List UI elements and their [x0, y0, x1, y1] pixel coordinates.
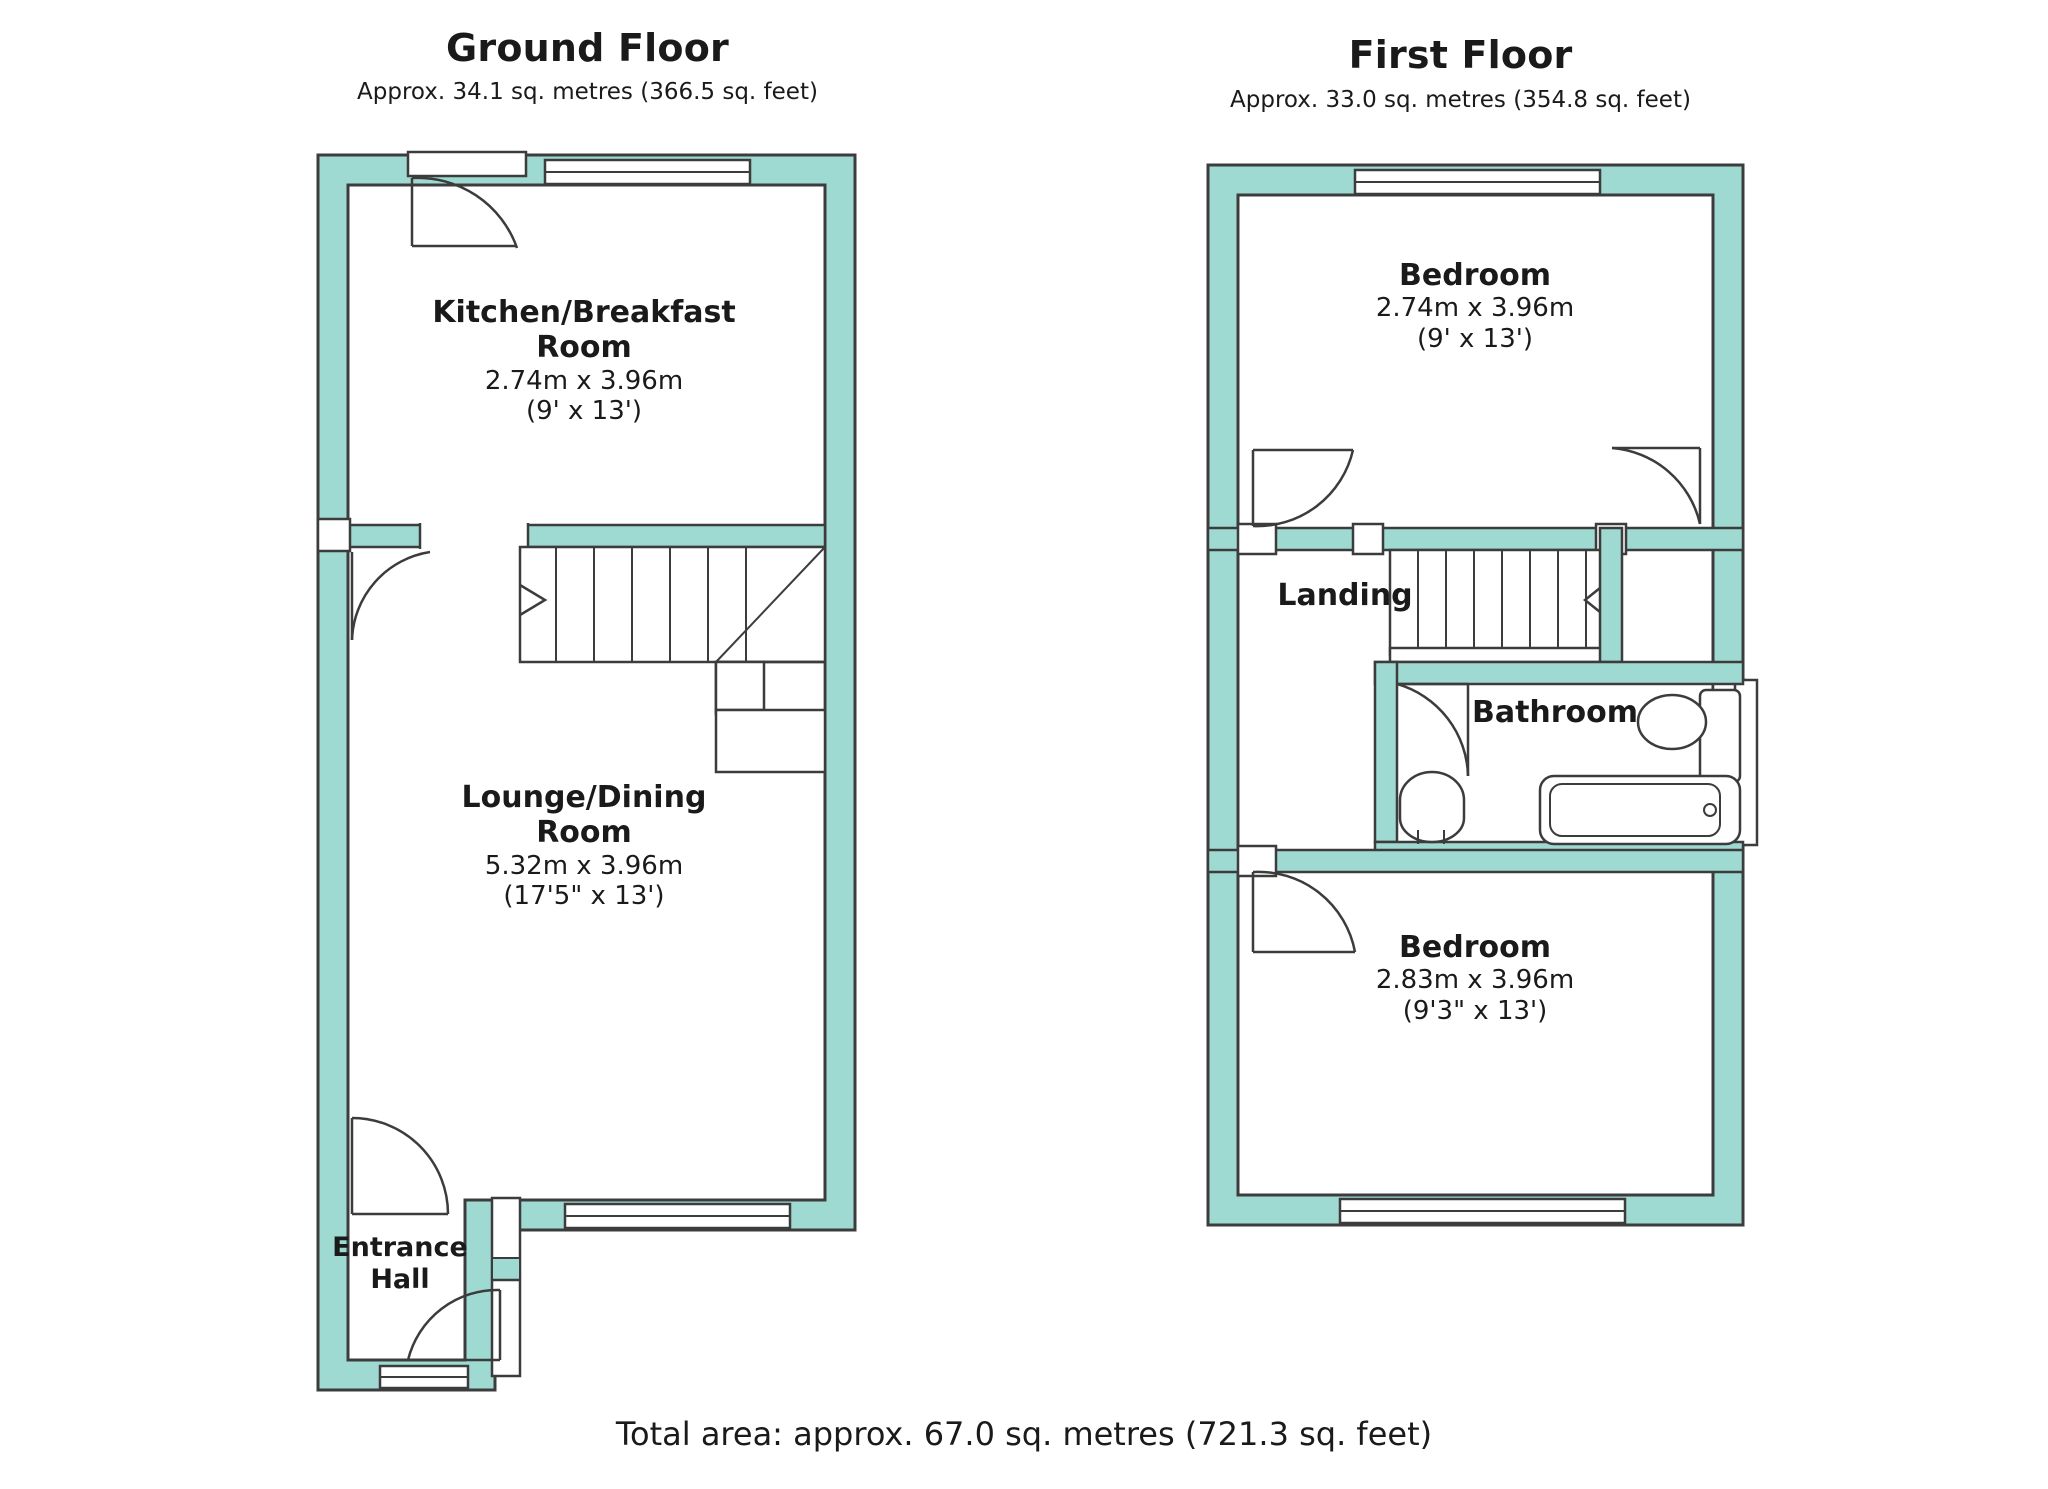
- room-name: Lounge/Dining: [461, 780, 707, 815]
- room-name-2: Room: [536, 815, 632, 851]
- room-dimensions-imperial: (9'3" x 13'): [1402, 996, 1548, 1027]
- room-dimensions-imperial: (17'5" x 13'): [503, 881, 665, 912]
- room-name-2: Room: [536, 330, 632, 366]
- room-label-lounge: [324, 780, 844, 912]
- window-lounge-front: [565, 1204, 790, 1228]
- ground-floor-area: Approx. 34.1 sq. metres (366.5 sq. feet): [357, 79, 818, 105]
- ground-floor-title: Ground Floor: [446, 26, 729, 70]
- room-dimensions-metric: 2.83m x 3.96m: [1375, 965, 1575, 996]
- window-hall: [380, 1366, 468, 1388]
- room-name: Landing: [1277, 578, 1413, 613]
- room-name: Bedroom: [1399, 930, 1551, 965]
- room-name: Bedroom: [1399, 258, 1551, 293]
- first-floor-title: First Floor: [1348, 33, 1573, 77]
- window-kitchen-front: [545, 160, 750, 184]
- total-area-text: Total area: approx. 67.0 sq. metres (721.3 sq. feet): [615, 1415, 1433, 1453]
- room-dimensions-metric: 5.32m x 3.96m: [484, 850, 684, 881]
- room-label-bedroom-1: [1230, 258, 1720, 355]
- room-label-bathroom: [1430, 695, 1680, 730]
- room-name: Entrance: [332, 1232, 468, 1263]
- room-name: Kitchen/Breakfast: [432, 295, 736, 330]
- room-dimensions-imperial: (9' x 13'): [525, 396, 643, 427]
- room-label-entrance-hall: [300, 1232, 500, 1296]
- room-dimensions-metric: 2.74m x 3.96m: [1375, 293, 1575, 324]
- room-label-kitchen: [324, 295, 844, 427]
- room-label-landing: [1220, 578, 1470, 613]
- window-bedroom2: [1340, 1199, 1625, 1223]
- room-dimensions-imperial: (9' x 13'): [1416, 324, 1534, 355]
- room-name: Bathroom: [1471, 695, 1639, 730]
- room-name-2: Hall: [370, 1263, 430, 1295]
- room-dimensions-metric: 2.74m x 3.96m: [484, 365, 684, 396]
- window-bedroom1: [1355, 170, 1600, 194]
- first-floor-area: Approx. 33.0 sq. metres (354.8 sq. feet): [1230, 87, 1691, 113]
- room-label-bedroom-2: [1230, 930, 1720, 1027]
